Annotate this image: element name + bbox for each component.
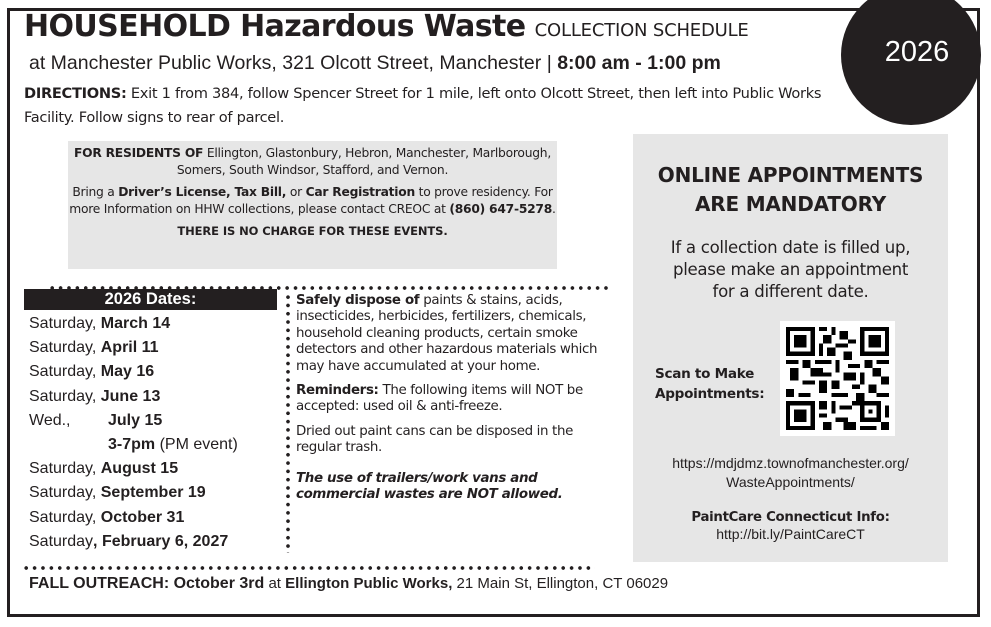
id-docs-1: Driver’s License, Tax Bill, [118, 185, 287, 199]
residents-info-box [68, 141, 557, 269]
paintcare-info [633, 509, 948, 543]
bring-suffix: to prove residency. For more Information on HHW collections, please contact CREOC at [69, 185, 553, 216]
scan-line-2: Appointments: [655, 386, 765, 402]
date-day: Saturday, [29, 484, 97, 502]
scan-label [655, 364, 764, 404]
date-value: , February 6, 2027 [93, 532, 229, 550]
trailers-warning: The use of trailers/work vans and commercial wastes are NOT allowed. [296, 470, 563, 503]
date-value: March 14 [100, 315, 171, 332]
date-day: Saturday, [29, 387, 97, 405]
date-item-time [29, 433, 238, 457]
dispose-paragraph [296, 293, 614, 375]
bring-prefix: Bring a [72, 185, 119, 199]
event-time: 3-7pm [108, 435, 156, 453]
scan-line-1: Scan to Make [655, 366, 754, 382]
url-line-2[interactable]: WasteAppointments/ [726, 474, 855, 490]
dispose-text: paints & stains, acids, insecticides, herbicides, fertilizers, chemicals, household cleaning products, certain smoke detectors and other hazardous materials which may have accumulated at your home. [296, 293, 598, 374]
or-text: or [286, 185, 306, 199]
residents-towns [68, 145, 557, 178]
date-day: Wed., [29, 411, 71, 429]
date-day: Saturday, [29, 339, 97, 357]
fall-outreach-label: FALL OUTREACH: October 3rd [29, 575, 265, 592]
year-badge: 2026 [884, 36, 950, 68]
desc-line-1: If a collection date is filled up, [670, 238, 911, 257]
paintcare-link[interactable]: http://bit.ly/PaintCareCT [716, 526, 865, 542]
outreach-venue: Ellington Public Works, [285, 575, 453, 592]
date-value: April 11 [100, 339, 159, 357]
period: . [552, 201, 556, 216]
date-item [29, 481, 238, 505]
qr-code-icon[interactable] [780, 321, 895, 436]
date-value: September 19 [100, 484, 206, 502]
reminders-label: Reminders: [296, 383, 379, 399]
no-charge-notice: THERE IS NO CHARGE FOR THESE EVENTS. [177, 224, 448, 238]
directions-label: DIRECTIONS: [24, 85, 127, 102]
date-day: Saturday, [29, 460, 97, 478]
date-value: October 31 [100, 508, 185, 526]
date-value: July 15 [108, 411, 163, 429]
date-value: June 13 [100, 387, 161, 405]
qr-code-graphic [786, 327, 889, 430]
date-day: Saturday, [29, 315, 97, 332]
dotted-divider-bottom [22, 566, 595, 570]
location-line [29, 52, 721, 75]
location-text: at Manchester Public Works, 321 Olcott Street, Manchester | [29, 52, 558, 74]
contact-phone: (860) 647-5278 [449, 201, 553, 216]
date-item [29, 457, 238, 481]
desc-line-3: for a different date. [712, 282, 869, 301]
date-day: Saturday [29, 532, 94, 550]
dates-list [29, 312, 238, 554]
accepted-items-info [296, 293, 614, 511]
title-main: HOUSEHOLD Hazardous Waste [24, 9, 526, 44]
appointments-url[interactable] [633, 454, 948, 492]
date-value: May 16 [100, 363, 155, 381]
directions-text: Exit 1 from 384, follow Spencer Street for 1 mile, left onto Olcott Street, then left into Public Works Facility. Follow signs to rear of parcel. [24, 85, 822, 126]
dates-header: 2026 Dates: [24, 289, 277, 310]
date-day: Saturday, [29, 363, 97, 381]
reminders-text: The following items will NOT be accepted: used oil & anti-freeze. [296, 383, 583, 415]
paintcare-label: PaintCare Connecticut Info: [691, 510, 890, 525]
paint-cans-paragraph: Dried out paint cans can be disposed in the regular trash. [296, 423, 573, 456]
date-item [29, 530, 238, 554]
title-line-1: ONLINE APPOINTMENTS [657, 163, 924, 187]
at-text: at [264, 575, 286, 592]
residency-proof [68, 184, 557, 217]
appointments-description [633, 237, 948, 303]
residents-label: FOR RESIDENTS OF [73, 146, 204, 160]
date-item [29, 506, 238, 530]
appointments-panel [633, 134, 948, 562]
date-item [29, 409, 238, 433]
page-title [24, 9, 749, 44]
date-item [29, 385, 238, 409]
date-day: Saturday, [29, 508, 97, 526]
hours: 8:00 am - 1:00 pm [557, 52, 721, 74]
towns-list: Ellington, Glastonbury, Hebron, Manchester, Marlborough, Somers, South Windsor, Stafford, and Vernon. [176, 146, 552, 177]
dotted-divider-vertical [286, 293, 290, 553]
appointments-title [633, 161, 948, 219]
outreach-address: 21 Main St, Ellington, CT 06029 [452, 575, 669, 592]
desc-line-2: please make an appointment [672, 260, 909, 279]
url-line-1[interactable]: https://mdjdmz.townofmanchester.org/ [672, 455, 909, 471]
event-note: (PM event) [159, 435, 238, 453]
date-item [29, 336, 238, 360]
date-value: August 15 [100, 460, 179, 478]
date-item [29, 312, 238, 336]
reminders-paragraph [296, 383, 614, 416]
directions [24, 82, 824, 130]
title-line-2: ARE MANDATORY [695, 192, 886, 216]
title-sub: COLLECTION SCHEDULE [534, 20, 749, 41]
id-docs-2: Car Registration [305, 185, 415, 199]
date-item [29, 360, 238, 384]
fall-outreach-footer [29, 575, 668, 593]
dispose-label: Safely dispose of [296, 293, 420, 308]
